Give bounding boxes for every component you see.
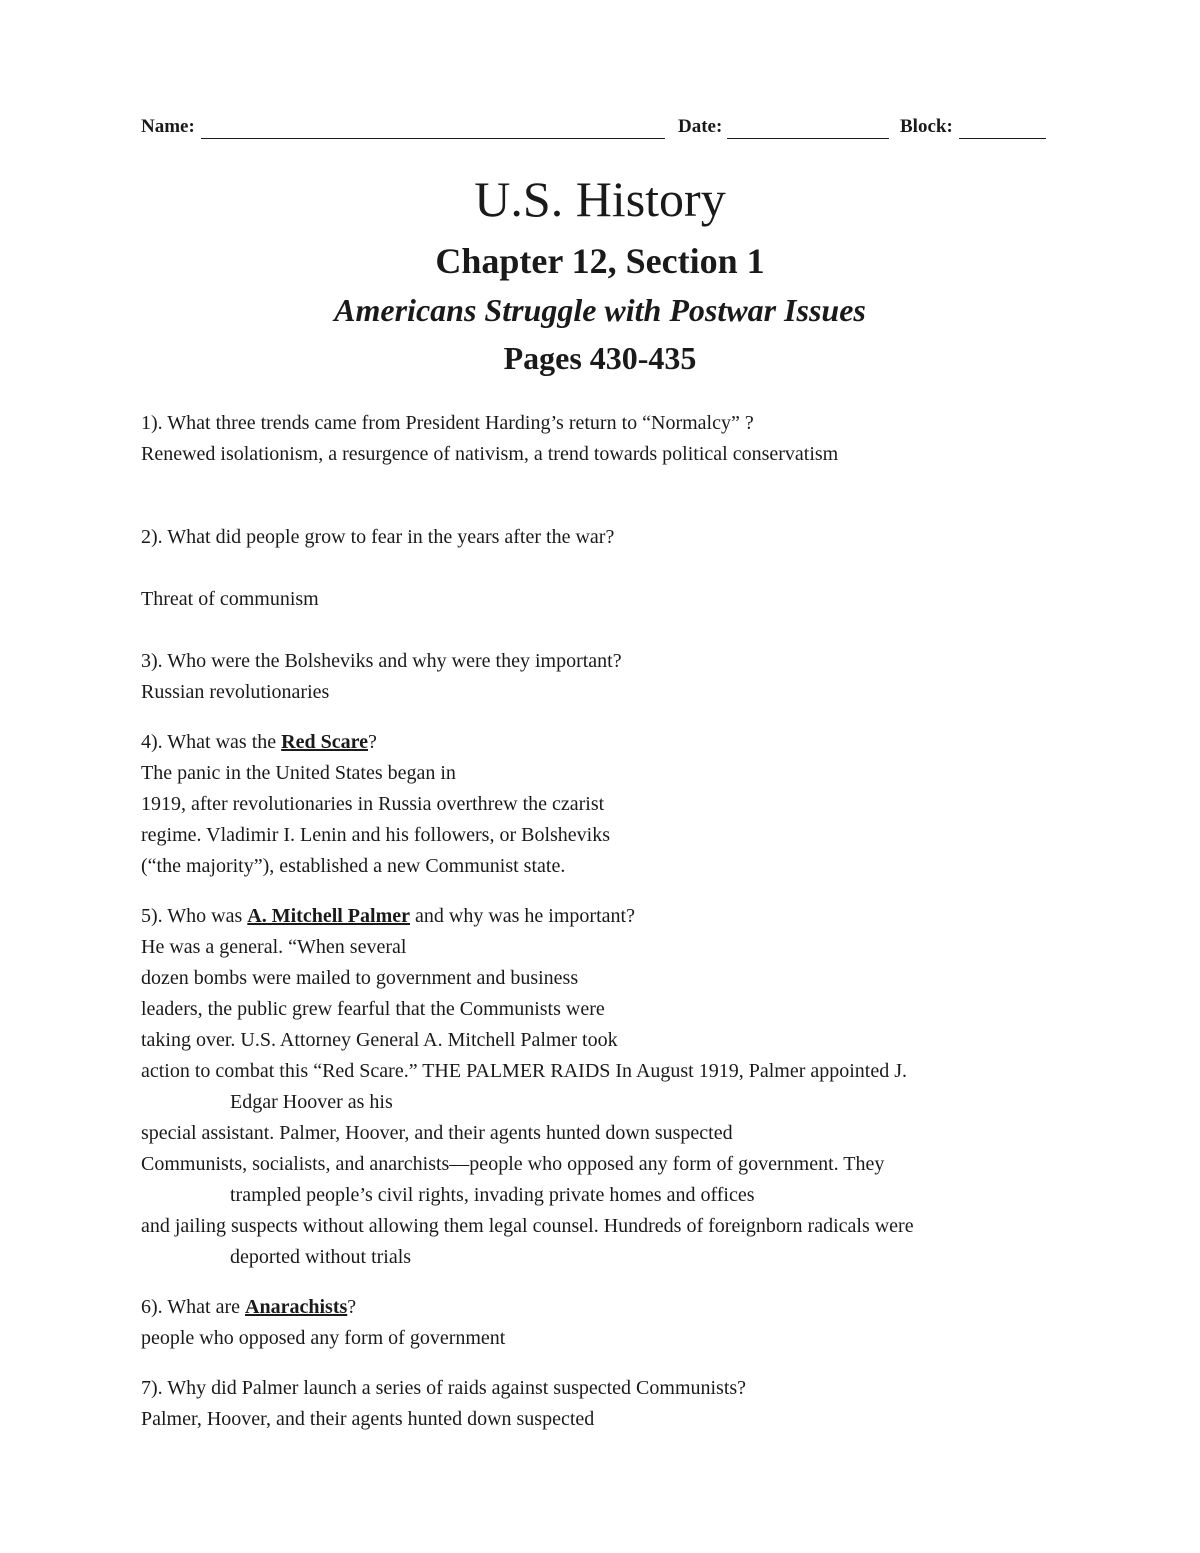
answer-line: trampled people’s civil rights, invading private homes and offices bbox=[230, 1184, 755, 1206]
answer-line: and jailing suspects without allowing them legal counsel. Hundreds of foreignborn radicals were bbox=[141, 1215, 914, 1237]
answer-line: special assistant. Palmer, Hoover, and their agents hunted down suspected bbox=[141, 1122, 733, 1144]
question-text: 2). What did people grow to fear in the years after the war? bbox=[141, 526, 615, 548]
answer-line: taking over. U.S. Attorney General A. Mitchell Palmer took bbox=[141, 1029, 618, 1051]
question-text bbox=[141, 727, 1061, 758]
question-block-1 bbox=[141, 408, 1061, 470]
section-title: Americans Struggle with Postwar Issues bbox=[334, 292, 866, 328]
answer-line: 1919, after revolutionaries in Russia overthrew the czarist bbox=[141, 793, 605, 815]
answer-line: Communists, socialists, and anarchists—people who opposed any form of government. They bbox=[141, 1153, 885, 1175]
answer-line: Threat of communism bbox=[141, 588, 319, 610]
key-term-palmer: A. Mitchell Palmer bbox=[247, 905, 410, 927]
question-block-7 bbox=[141, 1373, 1061, 1435]
question-block-5 bbox=[141, 901, 1061, 1273]
question-prefix: 4). What was the bbox=[141, 731, 282, 753]
answer-line: Palmer, Hoover, and their agents hunted down suspected bbox=[141, 1408, 595, 1430]
key-term-anarchists: Anarachists bbox=[245, 1296, 348, 1318]
question-text bbox=[141, 1292, 1061, 1323]
answer-line: people who opposed any form of government bbox=[141, 1327, 506, 1349]
pages-reference: Pages 430-435 bbox=[503, 340, 697, 376]
question-text: 7). Why did Palmer launch a series of raids against suspected Communists? bbox=[141, 1377, 747, 1399]
chapter-heading: Chapter 12, Section 1 bbox=[435, 241, 765, 281]
answer-line: deported without trials bbox=[230, 1246, 412, 1268]
answer-line: Russian revolutionaries bbox=[141, 681, 330, 703]
question-block-2 bbox=[141, 522, 1061, 615]
block-blank[interactable] bbox=[959, 138, 1046, 139]
answer-line: action to combat this “Red Scare.” THE PALMER RAIDS In August 1919, Palmer appointed J. bbox=[141, 1060, 908, 1082]
answer-line: Edgar Hoover as his bbox=[230, 1091, 393, 1113]
answer-line: The panic in the United States began in bbox=[141, 762, 456, 784]
answer-line: regime. Vladimir I. Lenin and his followers, or Bolsheviks bbox=[141, 824, 610, 846]
answer-line: dozen bombs were mailed to government and business bbox=[141, 967, 579, 989]
date-blank[interactable] bbox=[727, 138, 889, 139]
question-suffix: ? bbox=[368, 731, 377, 753]
question-suffix: ? bbox=[347, 1296, 357, 1318]
student-info-line bbox=[141, 116, 1051, 142]
question-prefix: 5). Who was bbox=[141, 905, 248, 927]
answer-line: He was a general. “When several bbox=[141, 936, 407, 958]
question-block-4 bbox=[141, 727, 1061, 882]
date-label: Date: bbox=[678, 116, 723, 137]
answer-line: (“the majority”), established a new Communist state. bbox=[141, 855, 566, 877]
question-text bbox=[141, 901, 1061, 932]
question-block-6 bbox=[141, 1292, 1061, 1354]
question-text: 3). Who were the Bolsheviks and why were they important? bbox=[141, 650, 622, 672]
key-term-red-scare: Red Scare bbox=[281, 731, 368, 753]
course-title: U.S. History bbox=[474, 171, 726, 227]
answer-line: leaders, the public grew fearful that the Communists were bbox=[141, 998, 605, 1020]
name-blank[interactable] bbox=[201, 138, 665, 139]
name-label: Name: bbox=[141, 116, 195, 137]
block-label: Block: bbox=[900, 116, 953, 137]
question-suffix: and why was he important? bbox=[410, 905, 635, 927]
answer-line: Renewed isolationism, a resurgence of nativism, a trend towards political conservatism bbox=[141, 443, 839, 465]
question-block-3 bbox=[141, 646, 1061, 708]
question-prefix: 6). What are bbox=[141, 1296, 246, 1318]
questions-section bbox=[141, 408, 1061, 1435]
question-text: 1). What three trends came from President Harding’s return to “Normalcy” ? bbox=[141, 412, 754, 434]
